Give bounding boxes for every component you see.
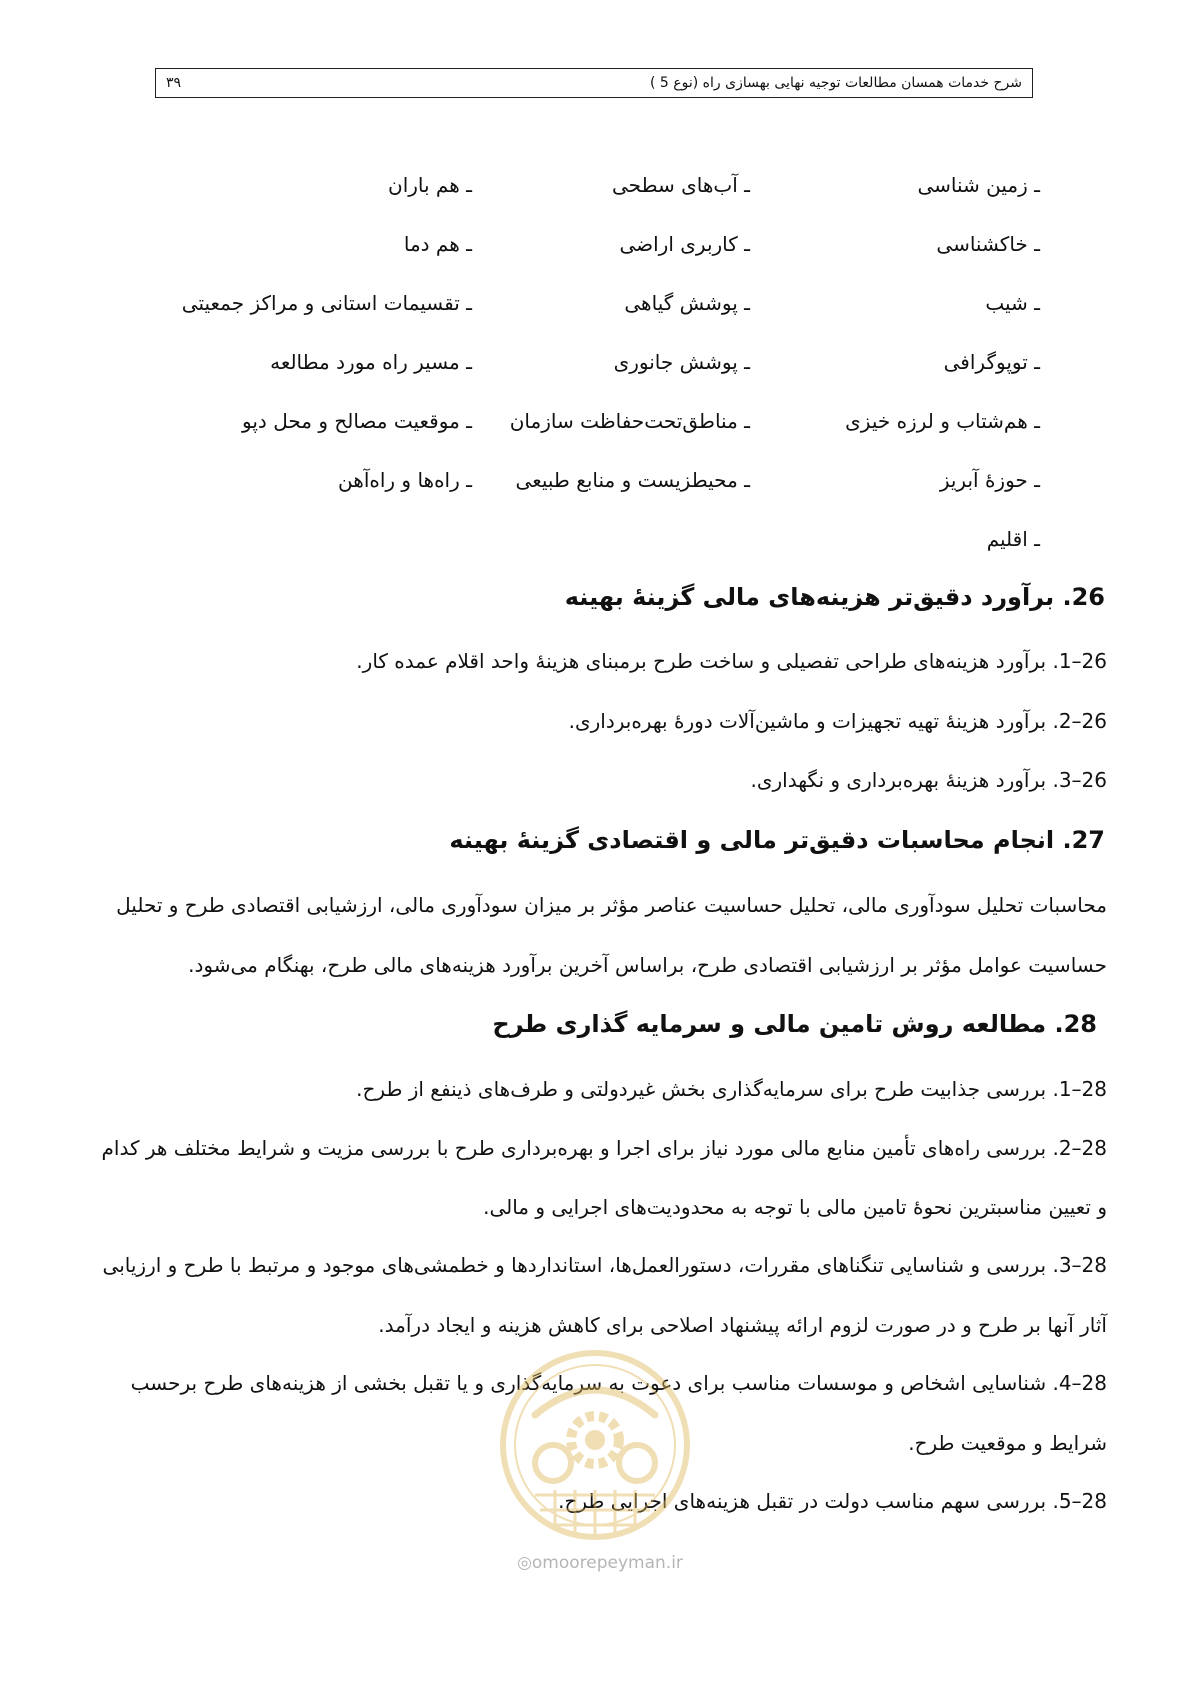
paragraph-28-5: 28–5. بررسی سهم مناسب دولت در تقبل هزینه‌های اجرایی طرح. <box>558 1489 1107 1513</box>
paragraph-26-1: 26–1. برآورد هزینه‌های طراحی تفصیلی و ساخت طرح برمبنای هزینهٔ واحد اقلام عمده کار. <box>356 649 1107 673</box>
watermark-url: omoorepeyman.ir <box>531 1553 683 1573</box>
list-item: ـ هم دما <box>403 232 472 256</box>
header-title: شرح خدمات همسان مطالعات توجیه نهایی بهسازی راه (نوع 5 ) <box>649 75 1022 91</box>
paragraph-28-4-line-2: شرایط و موقعیت طرح. <box>908 1431 1107 1455</box>
paragraph-26-2: 26–2. برآورد هزینهٔ تهیه تجهیزات و ماشین‌آلات دورهٔ بهره‌برداری. <box>568 709 1107 733</box>
list-item: ـ شیب <box>985 291 1040 315</box>
list-item: ـ هم باران <box>388 173 472 197</box>
list-item: ـ خاکشناسی <box>936 232 1040 256</box>
list-item: ـ هم‌شتاب و لرزه خیزی <box>845 409 1040 433</box>
list-row <box>181 291 1040 350</box>
list-item: ـ اقلیم <box>986 527 1040 551</box>
paragraph-28-3-line-2: آثار آنها بر طرح و در صورت لزوم ارائه پیشنهاد اصلاحی برای کاهش هزینه و ایجاد درآمد. <box>378 1313 1107 1337</box>
paragraph-28-3-line-1: 28–3. بررسی و شناسایی تنگناهای مقررات، دستورالعمل‌ها، استانداردها و خطمشی‌های موجود و مرتبط با طرح و ارزیابی <box>102 1253 1107 1277</box>
paragraph-27-line-1: محاسبات تحلیل سودآوری مالی، تحلیل حساسیت عناصر مؤثر بر میزان سودآوری مالی، ارزشیابی اقتصادی طرح و تحلیل <box>116 893 1107 917</box>
list-item: ـ زمین شناسی <box>917 173 1040 197</box>
list-row <box>200 232 1040 291</box>
list-row <box>200 527 1040 586</box>
section-26-heading: 26. برآورد دقیق‌تر هزینه‌های مالی گزینهٔ بهینه <box>564 583 1105 611</box>
paragraph-27-line-2: حساسیت عوامل مؤثر بر ارزشیابی اقتصادی طرح، براساس آخرین برآورد هزینه‌های مالی طرح، بهنگام می‌شود. <box>188 953 1107 977</box>
list-item: ـ پوشش جانوری <box>613 350 750 374</box>
list-row <box>200 468 1040 527</box>
list-row <box>200 173 1040 232</box>
list-item: ـ موقعیت مصالح و محل دپو <box>242 409 472 433</box>
list-item: ـ تقسیمات استانی و مراکز جمعیتی <box>181 291 472 315</box>
globe-icon: ◎ <box>517 1553 532 1573</box>
paragraph-26-3: 26–3. برآورد هزینهٔ بهره‌برداری و نگهداری. <box>750 768 1107 792</box>
watermark-text <box>500 1553 700 1573</box>
watermark-seal-icon <box>495 1345 695 1545</box>
list-item: ـ آب‌های سطحی <box>612 173 750 197</box>
list-item: ـ محیطزیست و منابع طبیعی <box>515 468 750 492</box>
list-item: ـ راه‌ها و راه‌آهن <box>338 468 472 492</box>
page-number: ۳۹ <box>166 75 182 91</box>
list-item: ـ مسیر راه مورد مطالعه <box>270 350 472 374</box>
study-topics-list <box>181 173 1040 586</box>
section-28-heading: 28. مطالعه روش تامین مالی و سرمایه گذاری طرح <box>492 1010 1097 1038</box>
list-item: ـ حوزهٔ آبریز <box>939 468 1040 492</box>
list-item: ـ توپوگرافی <box>943 350 1040 374</box>
section-27-heading: 27. انجام محاسبات دقیق‌تر مالی و اقتصادی گزینهٔ بهینه <box>449 826 1105 854</box>
paragraph-28-2-line-1: 28–2. بررسی راه‌های تأمین منابع مالی مورد نیاز برای اجرا و بهره‌برداری طرح با بررسی مزیت و شرایط مختلف هر کدام <box>101 1136 1107 1160</box>
page-header <box>155 68 1033 98</box>
list-item: ـ پوشش گیاهی <box>624 291 750 315</box>
list-item: ـ کاربری اراضی <box>619 232 750 256</box>
list-item: ـ مناطق‌تحت‌حفاظت سازمان <box>509 409 750 433</box>
list-row <box>200 409 1040 468</box>
paragraph-28-4-line-1: 28–4. شناسایی اشخاص و موسسات مناسب برای دعوت به سرمایه‌گذاری و یا تقبل بخشی از هزینه‌های طرح برحسب <box>130 1371 1107 1395</box>
paragraph-28-1: 28–1. بررسی جذابیت طرح برای سرمایه‌گذاری بخش غیردولتی و طرف‌های ذینفع از طرح. <box>356 1077 1107 1101</box>
list-row <box>200 350 1040 409</box>
paragraph-28-2-line-2: و تعیین مناسبترین نحوهٔ تامین مالی با توجه به محدودیت‌های اجرایی و مالی. <box>483 1195 1107 1219</box>
